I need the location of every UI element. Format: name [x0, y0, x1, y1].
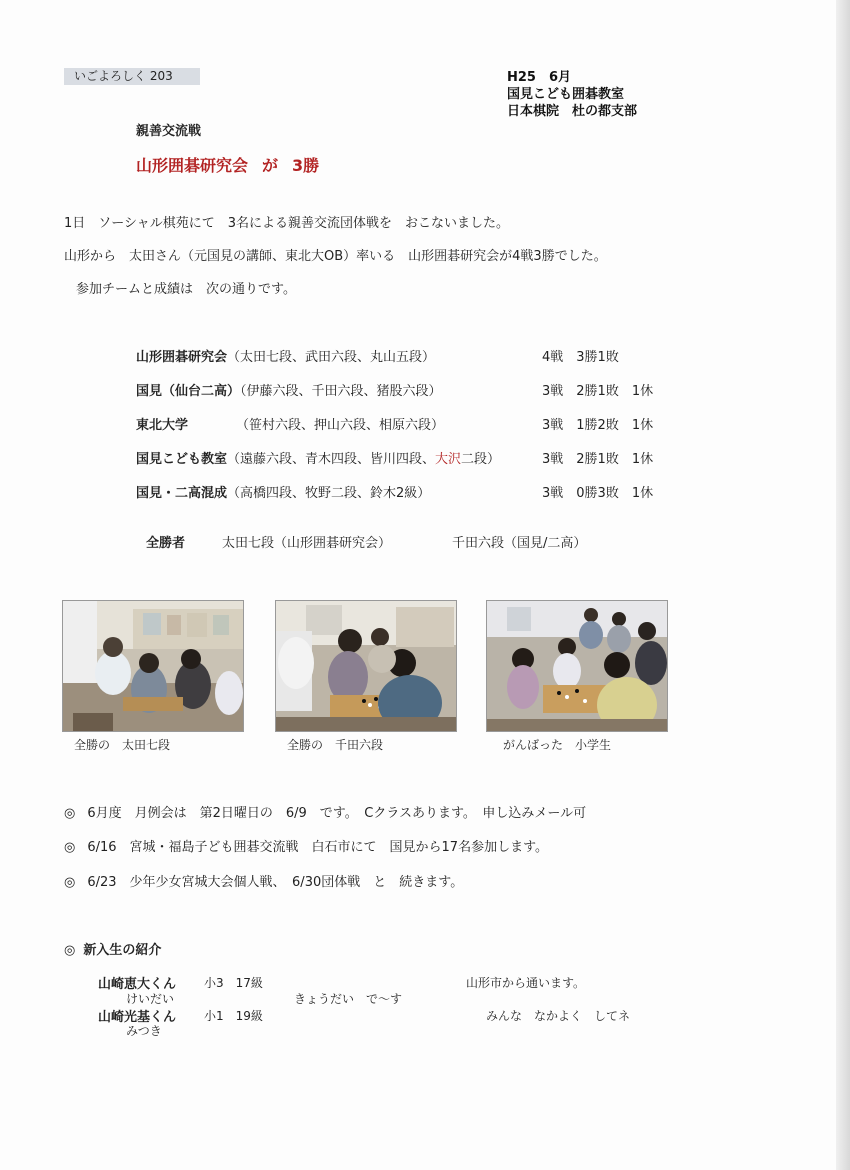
newcomers-note-1: 山形市から通います。	[466, 976, 586, 990]
team-members: （伊藤六段、千田六段、猪股六段）	[240, 384, 442, 399]
champions-label: 全勝者	[146, 536, 186, 551]
student-reading: けいだい	[126, 992, 175, 1006]
newsletter-tag: いごよろしく 203	[64, 68, 200, 85]
team-row	[136, 482, 430, 501]
article-subtitle: 親善交流戦	[136, 124, 202, 139]
photo-go-match-1	[62, 600, 244, 732]
team-member-highlight: 大沢	[435, 452, 462, 467]
notice-item	[64, 836, 548, 855]
photo-go-match-2	[275, 600, 457, 732]
team-row	[136, 414, 188, 433]
team-members: （笹村六段、押山六段、相原六段）	[236, 418, 445, 433]
team-row	[136, 380, 442, 399]
student-reading: みつき	[126, 1024, 162, 1038]
notice-text: 6/16 宮城・福島子ども囲碁交流戦 白石市にて 国見から17名参加します。	[87, 840, 549, 855]
header-branch: 日本棋院 杜の都支部	[507, 104, 638, 119]
bullet-mark: ◎	[64, 943, 76, 958]
bullet-mark: ◎	[64, 840, 76, 855]
bullet-mark: ◎	[64, 806, 76, 821]
newcomers-heading	[64, 939, 161, 958]
team-members: （太田七段、武田六段、丸山五段）	[227, 350, 436, 365]
student-name: 山崎恵大くん	[98, 977, 177, 992]
headline-team: 山形囲碁研究会	[136, 156, 249, 175]
team-name: 国見・二高混成	[136, 486, 228, 501]
paragraph-3: 参加チームと成績は 次の通りです。	[76, 282, 296, 297]
paper-edge	[836, 0, 850, 1170]
header-org: 国見こども囲碁教室	[507, 87, 625, 102]
photo-go-match-3	[486, 600, 668, 732]
champion-first: 太田七段（山形囲碁研究会）	[222, 536, 392, 551]
student-name: 山崎光基くん	[98, 1010, 177, 1025]
newcomers-title: 新入生の紹介	[83, 943, 162, 958]
headline-result: 3勝	[292, 156, 320, 175]
team-row	[136, 346, 435, 365]
article-headline	[136, 153, 319, 176]
photo-caption-2: 全勝の 千田六段	[287, 738, 384, 752]
newcomers-note-2: みんな なかよく してネ	[486, 1009, 631, 1023]
notice-text: 6月度 月例会は 第2日曜日の 6/9 です。 Cクラスあります。 申し込みメール可	[87, 806, 587, 821]
paragraph-2: 山形から 太田さん（元国見の講師、東北大OB）率いる 山形囲碁研究会が4戦3勝でした。	[64, 249, 607, 264]
notice-text: 6/23 少年少女宮城大会個人戦、 6/30団体戦 と 続きます。	[87, 875, 464, 890]
student-grade: 小1 19級	[204, 1009, 263, 1023]
paragraph-1: 1日 ソーシャル棋苑にて 3名による親善交流団体戦を おこないました。	[64, 216, 510, 231]
headline-particle: が	[262, 156, 279, 175]
team-name: 国見こども教室	[136, 452, 228, 467]
team-members: （高橋四段、牧野二段、鈴木2級）	[227, 486, 431, 501]
team-record: 3戦 1勝2敗 1休	[542, 418, 654, 433]
team-name: 山形囲碁研究会	[136, 350, 228, 365]
team-record: 3戦 2勝1敗 1休	[542, 384, 654, 399]
photo-caption-1: 全勝の 太田七段	[74, 738, 171, 752]
header-date: H25 6月	[507, 70, 572, 85]
team-members-end: 二段）	[461, 452, 501, 467]
champion-second: 千田六段（国見/二高）	[452, 536, 587, 551]
team-record: 3戦 2勝1敗 1休	[542, 452, 654, 467]
team-members: （遠藤六段、青木四段、皆川四段、	[227, 452, 436, 467]
notice-item	[64, 871, 463, 890]
team-name: 国見（仙台二高）	[136, 384, 241, 399]
bullet-mark: ◎	[64, 875, 76, 890]
team-row	[136, 448, 500, 467]
student-grade: 小3 17級	[204, 976, 263, 990]
notice-item	[64, 802, 586, 821]
team-record: 3戦 0勝3敗 1休	[542, 486, 654, 501]
team-record: 4戦 3勝1敗	[542, 350, 619, 365]
team-name: 東北大学	[136, 418, 189, 433]
photo-caption-3: がんばった 小学生	[503, 738, 612, 752]
siblings-note: きょうだい で～す	[294, 992, 403, 1006]
